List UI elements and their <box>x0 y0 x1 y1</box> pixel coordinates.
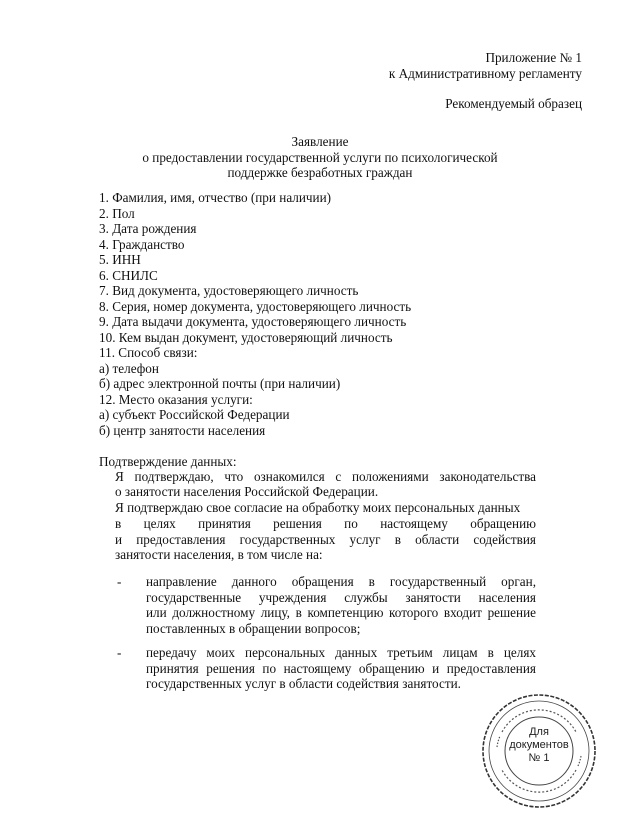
list-item: 8. Серия, номер документа, удостоверяющего личность <box>99 298 412 314</box>
paragraph-line: и предоставления государственных услуг в области содействия <box>115 531 536 547</box>
paragraph-line: или должностному лицу, в компетенцию которого входит решение <box>146 605 536 620</box>
list-item: 6. СНИЛС <box>99 267 158 283</box>
list-item: 1. Фамилия, имя, отчество (при наличии) <box>99 190 332 205</box>
list-item: 12. Место оказания услуги: <box>99 391 253 407</box>
document-title <box>97 134 543 181</box>
title-line-2: о предоставлении государственной услуги по психологической <box>142 149 498 165</box>
title-line-3: поддержке безработных граждан <box>227 165 413 180</box>
bullet-item-1 <box>146 574 536 636</box>
paragraph-line: о занятости населения Российской Федерации. <box>115 484 379 499</box>
paragraph-line: передачу моих персональных данных третьим лицам в целях <box>146 645 536 660</box>
paragraph-line: Я подтверждаю, что ознакомился с положениями законодательства <box>115 469 536 484</box>
paragraph-line: поставленных в обращении вопросов; <box>146 620 361 636</box>
list-item: б) адрес электронной почты (при наличии) <box>99 376 341 391</box>
title-line-1: Заявление <box>291 134 349 149</box>
confirmation-paragraph-1 <box>115 469 536 485</box>
list-item: 2. Пол <box>99 205 135 221</box>
confirmation-paragraph-2 <box>115 516 536 547</box>
official-stamp <box>480 692 598 810</box>
list-item: а) телефон <box>99 360 159 376</box>
list-item: 5. ИНН <box>99 252 141 267</box>
confirmation-heading: Подтверждение данных: <box>99 454 237 469</box>
bullet-marker: - <box>117 645 122 660</box>
sample-label: Рекомендуемый образец <box>445 96 582 111</box>
bullet-item-2 <box>146 645 536 692</box>
list-item: 7. Вид документа, удостоверяющего личность <box>99 283 359 298</box>
list-item: 3. Дата рождения <box>99 221 197 236</box>
list-item: б) центр занятости населения <box>99 422 266 438</box>
paragraph-line: Я подтверждаю свое согласие на обработку моих персональных данных <box>115 500 521 515</box>
stamp-line: документов <box>509 739 569 751</box>
paragraph-line: государственные учреждения службы занятости населения <box>146 589 536 605</box>
list-item: 11. Способ связи: <box>99 345 198 360</box>
stamp-line: № 1 <box>528 752 550 764</box>
field-list <box>99 190 411 438</box>
stamp-line: Для <box>529 726 549 738</box>
regulation-reference: к Административному регламенту <box>388 66 582 81</box>
paragraph-line: в целях принятия решения по настоящему обращению <box>115 516 536 531</box>
paragraph-line: направление данного обращения в государственный орган, <box>146 574 536 589</box>
list-item: 9. Дата выдачи документа, удостоверяющего личность <box>99 314 407 329</box>
list-item: 4. Гражданство <box>99 236 185 252</box>
paragraph-line: принятия решения по настоящему обращению и предоставления <box>146 660 536 676</box>
list-item: 10. Кем выдан документ, удостоверяющий личность <box>99 329 393 345</box>
paragraph-line: государственных услуг в области содействия занятости. <box>146 676 461 691</box>
bullet-marker: - <box>117 574 122 589</box>
list-item: а) субъект Российской Федерации <box>99 407 290 422</box>
appendix-number: Приложение № 1 <box>485 50 582 65</box>
paragraph-line: занятости населения, в том числе на: <box>115 547 323 562</box>
